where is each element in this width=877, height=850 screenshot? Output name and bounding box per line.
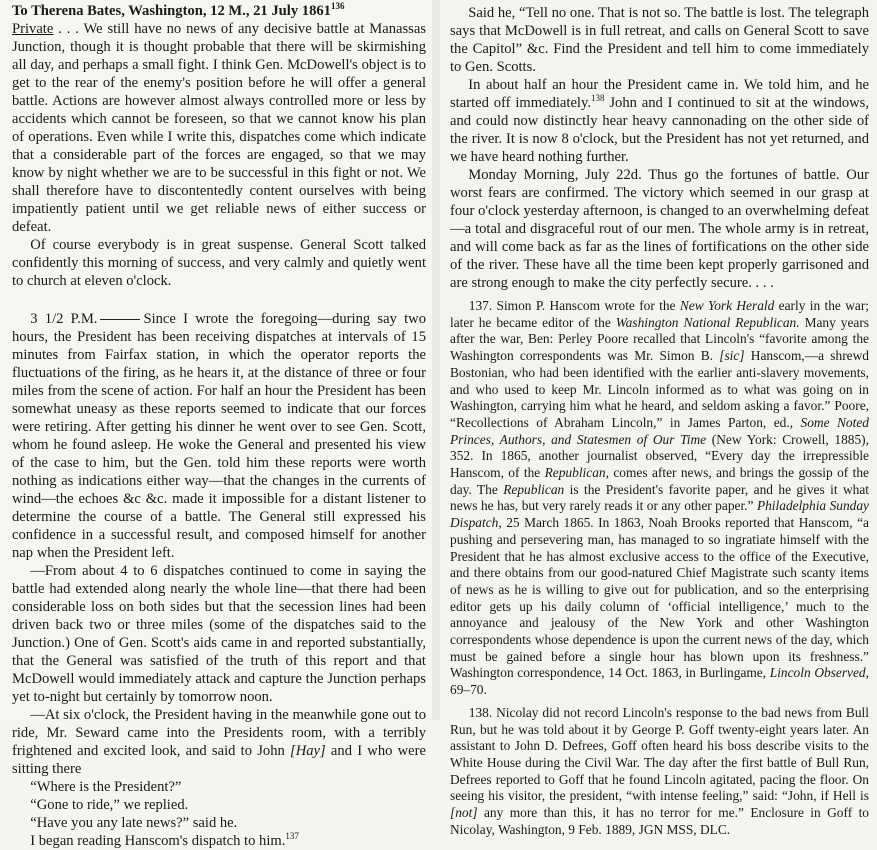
paragraph-3	[12, 310, 426, 562]
quote-3: “Have you any late news?” said he.	[30, 815, 238, 831]
footnotes	[450, 298, 869, 839]
quote-4-text: I began reading Hanscom's dispatch to him.	[30, 833, 286, 849]
fn-italic: Philadelphia Sunday Dispatch,	[450, 498, 869, 531]
fn-text: Hanscom,—a shrewd Bostonian, who had been identified with the earlier anti-slavery movements, and who used to keep Mr. Lincoln informed as to what was going on in Washington, carrying him what he heard, and seldom asking a favor.” Poore, “Recollections of Abraham Lincoln,” in James Parton, ed.,	[450, 348, 869, 430]
paragraph-5-text-a: —At six o'clock, the President having in the meanwhile gone out to ride, Mr. Seward came into the Presidents room, with a terribly frightened and excited look, and said to John	[12, 707, 426, 759]
private-label: Private	[12, 21, 54, 37]
paragraph-5-text-b: and I who were sitting there	[12, 743, 426, 777]
paragraph-1-text: . . . We still have no news of any decisive battle at Manassas Junction, though it is thought probable that there will be skirmishing all day, and perhaps a small fight. I think Gen. McDowell's object is to get to the rear of the enemy's position before he will offer a general battle. Actions are however almost always controlled more or less by accidents which cannot be foreseen, so that we cannot know his plan of operations. Even while I write this, dispatches come which indicate that a considerable part of the forces are engaged, so that we may know by night whether we are to be successful in this fight or not. We shall therefore have to discontentedly content ourselves with being impatiently patient until we get reliable news of either success or defeat.	[12, 21, 426, 235]
footnote-137	[450, 298, 869, 699]
fn-text: 137. Simon P. Hanscom wrote for the	[468, 298, 676, 313]
fn-text: any more than this, it has no terror for me.” Enclosure in Goff to Nicolay, Washington, 9 Feb. 1889, JGN MSS, DLC.	[450, 805, 869, 837]
quote-2: “Gone to ride,” we replied.	[30, 797, 189, 813]
paragraph-8: Monday Morning, July 22d. Thus go the fortunes of battle. Our worst fears are confirmed. The victory which seemed in our grasp at four o'clock yesterday afternoon, is changed to an overwhelming defeat—a total and disgraceful rout of our men. The whole army is in retreat, and will come back as far as the lines of fortifications on the other side of the river. These have all the time been kept properly garrisoned and are strong enough to make the city perfectly secure. . . .	[450, 167, 869, 291]
fn-text: 138. Nicolay did not record Lincoln's response to the bad news from Bull Run, but he was told about it by George P. Goff twenty-eight years later. An assistant to John D. Defrees, Goff often heard his boss describe visits to the White House during the Civil War. The day after the first battle of Bull Run, Defrees reported to Goff that he found Lincoln agitated, pacing the floor. On seeing his visitor, the president, “with intense feeling,” said: “John, if Hell is	[450, 704, 869, 804]
paragraph-7-text-b: John and I continued to sit at the windows, and could now distinctly hear heavy cannonading on the other side of the river. It is now 8 o'clock, but the President has not yet returned, and we have heard nothing further.	[450, 95, 869, 165]
paragraph-7-text-a: In about half an hour the President came in. We told him, and he started off immediately.	[450, 77, 869, 111]
letter-heading	[12, 2, 426, 20]
quote-4	[12, 832, 426, 850]
fn-text: 25 March 1865. In 1863, Noah Brooks reported that Hanscom, “a pushing and persevering man, has managed to so ingratiate himself with the President that he has almost exclusive access to the office of the Executive, and there obtains from our good-natured Chief Magistrate such scanty items of news as he is willing to give out for publication, and so the enterprising editor gets up his daily column of ‘official intelligence,’ much to the annoyance and jealousy of the New York and other Washington correspondents whose dependence is upon the current news of the day, which must be gained before a single hour has blown upon its freshness.” Washington correspondence, 14 Oct. 1863, in Burlingame,	[450, 515, 870, 681]
fn-italic: New York Herald	[679, 298, 775, 313]
note-ref-137: 137	[285, 831, 299, 842]
dash-rule	[100, 319, 140, 320]
fn-italic: [sic]	[719, 348, 745, 364]
fn-text: comes after news, and brings the gossip of the day. The	[450, 465, 869, 497]
fn-text: Many years after the war, Ben: Perley Poore recalled that Lincoln's “favorite among the Washington correspondents was Mr. Simon B.	[450, 314, 870, 364]
footnote-138	[450, 705, 869, 839]
right-column	[440, 0, 877, 837]
fn-text: early in the war; later he became editor of the	[450, 298, 869, 330]
paragraph-3-text: Since I wrote the foregoing—during say two hours, the President has been receiving dispatches at intervals of 15 minutes from Fairfax station, in which the operator reports the fluctuations of the firing, as he hears it, at the distance of three or four miles from the scene of action. For half an hour the President has been somewhat uneasy as these reports seemed to indicate that our forces were retiring. After getting his dinner he went over to see Gen. Scott, whom he found asleep. He woke the General and presented his view of the case to him, but the Gen. told him these reports were worth nothing as indications either way—that the changes in the currents of wind—the echoes &c &c. made it impossible for a distant listener to determine the course of a battle. The General still expressed his confidence in a successful result, and composed himself for another nap when the President left.	[12, 311, 426, 561]
paragraph-4: —From about 4 to 6 dispatches continued to come in saying the battle had extended along nearly the whole line—that there had been considerable loss on both sides but that the secession lines had been driven back two or three miles (some of the dispatches said to the Junction.) One of Gen. Scott's aids came in and reported substantially, that the General was satisfied of the truth of this report and that McDowell would immediately attack and capture the Junction perhaps yet to-night but certainly by tomorrow noon.	[12, 563, 426, 705]
section-gap	[12, 290, 426, 310]
editorial-insert: [Hay]	[290, 743, 326, 759]
fn-italic: Republican,	[544, 465, 609, 481]
fn-text: (New York: Crowell, 1885), 352. In 1865, another journalist observed, “Every day the irrepressible Hanscom, of the	[450, 431, 869, 481]
paragraph-1	[12, 20, 426, 236]
letter-continuation	[450, 4, 869, 292]
time-label: 3 1/2 P.M.	[30, 311, 98, 327]
fn-italic: Lincoln Observed,	[769, 665, 869, 681]
paragraph-6: Said he, “Tell no one. That is not so. The battle is lost. The telegraph says that McDowell is in full retreat, and calls on General Scott to save the Capitol” &c. Find the President and tell him to come immediately to Gen. Scotts.	[450, 5, 869, 75]
fn-text: 69–70.	[450, 682, 487, 698]
fn-italic: Some Noted Princes, Authors, and Statesmen of Our Time	[450, 414, 869, 447]
column-gutter	[432, 0, 440, 720]
note-ref-138: 138	[591, 93, 605, 104]
quote-1: “Where is the President?”	[30, 779, 182, 795]
paragraph-7	[450, 76, 869, 166]
fn-italic: [not]	[450, 805, 478, 821]
left-column	[0, 0, 432, 849]
fn-italic: Republican	[503, 481, 565, 497]
fn-text: is the President's favorite paper, and he gives it what news he has, but very rarely reads it or any other paper.”	[450, 481, 869, 514]
fn-italic: Washington National Republican.	[615, 314, 800, 330]
heading-note-ref: 136	[330, 1, 345, 12]
paragraph-2: Of course everybody is in great suspense. General Scott talked confidently this morning of success, and very calmly and quietly went to church at eleven o'clock.	[12, 237, 426, 289]
paragraph-5	[12, 706, 426, 778]
heading-text: To Therena Bates, Washington, 12 M., 21 July 1861	[12, 3, 331, 19]
